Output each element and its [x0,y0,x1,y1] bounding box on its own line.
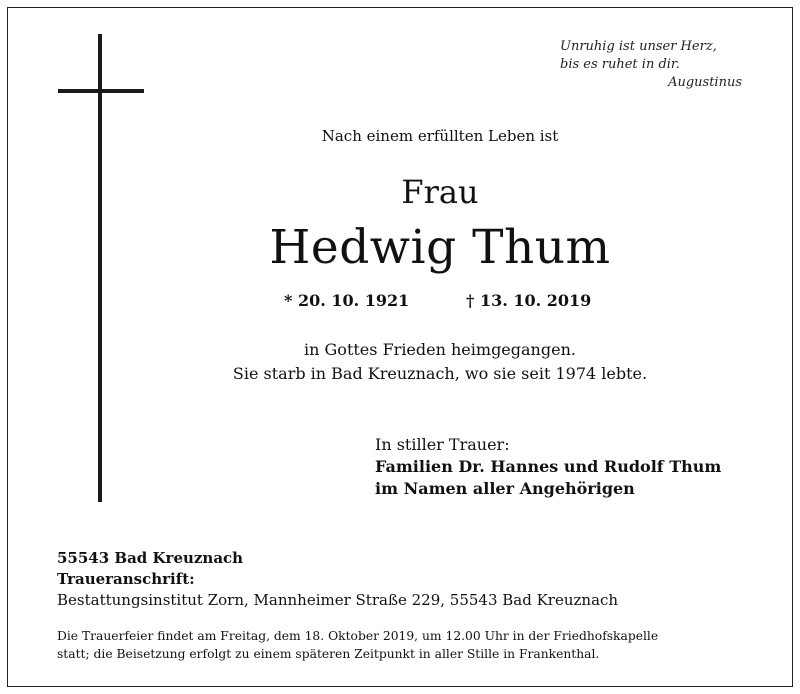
cross-vertical-bar [98,34,102,502]
address-label: Traueranschrift: [57,570,195,588]
address-block [57,548,777,611]
mourners-line-2: im Namen aller Angehörigen [375,479,635,498]
deceased-name: Hedwig Thum [269,220,611,275]
passing-line-2: Sie starb in Bad Kreuznach, wo sie seit 1974 lebte. [232,364,648,383]
quote-line-1: Unruhig ist unser Herz, [560,39,717,54]
mourners-block [375,434,785,500]
ceremony-notice [57,627,777,663]
passing-line-1: in Gottes Frieden heimgegangen. [304,340,576,359]
passing-text [190,338,690,386]
cross-horizontal-bar [58,89,144,93]
mourners-intro: In stiller Trauer: [375,435,510,454]
quote-line-2: bis es ruhet in dir. [560,57,680,72]
address-city: 55543 Bad Kreuznach [57,549,244,567]
intro-text: Nach einem erfüllten Leben ist [321,127,559,145]
bible-quote [560,38,742,92]
death-date: † 13. 10. 2019 [466,291,592,310]
ceremony-line-2: statt; die Beisetzung erfolgt zu einem späteren Zeitpunkt in aller Stille in Frankenthal. [57,647,600,661]
address-value: Bestattungsinstitut Zorn, Mannheimer Straße 229, 55543 Bad Kreuznach [57,591,619,609]
quote-author: Augustinus [668,75,742,90]
salutation: Frau [401,173,479,211]
mourners-line-1: Familien Dr. Hannes und Rudolf Thum [375,457,722,476]
ceremony-line-1: Die Trauerfeier findet am Freitag, dem 18. Oktober 2019, um 12.00 Uhr in der Friedhofskapelle [57,629,659,643]
birth-date: * 20. 10. 1921 [284,291,410,310]
